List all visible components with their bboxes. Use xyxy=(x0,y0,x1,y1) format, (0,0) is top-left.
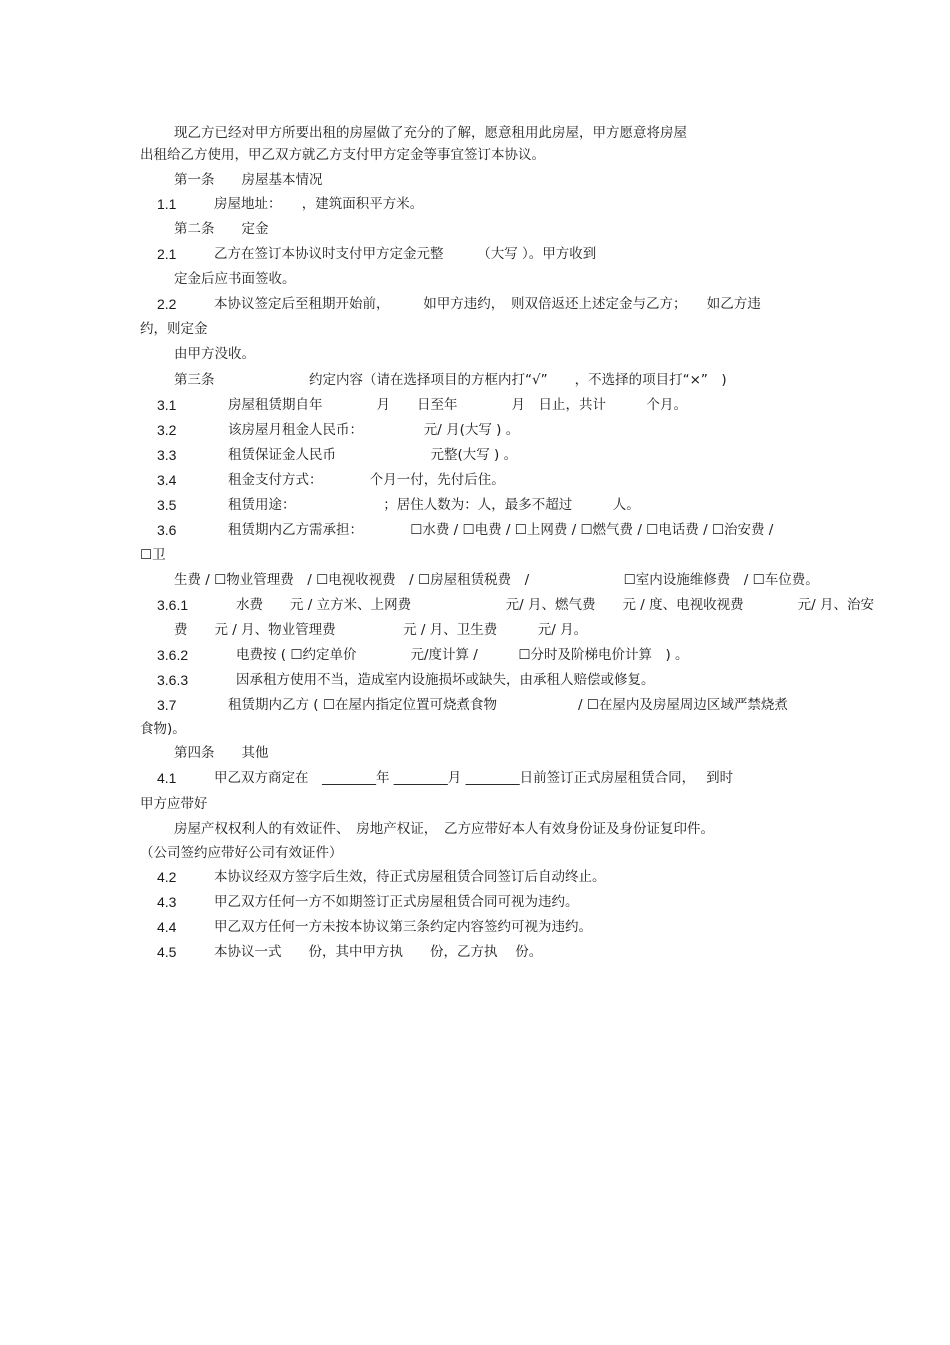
clause-3-7-continuation: 食物)。 xyxy=(140,721,186,737)
clause-3-7-text: 租赁期内乙方 ( ☐在屋内指定位置可烧煮食物 / ☐在屋内及房屋周边区域严禁烧煮 xyxy=(228,697,788,713)
article-2-heading: 第二条 定金 xyxy=(174,221,269,237)
clause-3-6-continuation-2: 生费 / ☐物业管理费 / ☐电视收视费 / ☐房屋租赁税费 / ☐室内设施维修费 / ☐车位费。 xyxy=(174,572,819,588)
clause-number: 3.7 xyxy=(157,697,177,713)
clause-number: 3.3 xyxy=(157,447,177,463)
clause-number: 3.1 xyxy=(157,397,177,413)
clause-2-2-continuation-1: 约，则定金 xyxy=(140,321,208,337)
clause-3-4-text: 租金支付方式： 个月一付，先付后住。 xyxy=(228,472,505,488)
clause-2-1-text: 乙方在签订本协议时支付甲方定金元整 （大写 ）。甲方收到 xyxy=(214,246,597,262)
clause-1-1-text: 房屋地址： ，建筑面积平方米。 xyxy=(214,196,424,212)
clause-number: 3.2 xyxy=(157,422,177,438)
clause-2-2-continuation-2: 由甲方没收。 xyxy=(174,346,255,362)
clause-3-6-3-text: 因承租方使用不当，造成室内设施损坏或缺失，由承租人赔偿或修复。 xyxy=(236,672,655,688)
clause-number: 4.1 xyxy=(157,770,177,786)
clause-3-6-1-text: 水费 元 / 立方米、上网费 元/ 月、燃气费 元 / 度、电视收视费 元/ 月、治安 xyxy=(236,597,874,613)
clause-number: 2.1 xyxy=(157,246,177,262)
clause-number: 3.6.3 xyxy=(157,672,189,688)
clause-number: 3.6.1 xyxy=(157,597,189,613)
clause-4-3-text: 甲乙双方任何一方不如期签订正式房屋租赁合同可视为违约。 xyxy=(214,894,579,910)
clause-4-1-text: 甲乙双方商定在 ________年 ________月 ________日前签订正式房屋租赁合同， 到时 xyxy=(214,770,734,786)
clause-3-6-2-text: 电费按 ( ☐约定单价 元/度计算 / ☐分时及阶梯电价计算 ) 。 xyxy=(236,647,689,663)
clause-3-6-1-continuation: 费 元 / 月、物业管理费 元 / 月、卫生费 元/ 月。 xyxy=(174,622,588,638)
clause-3-1-text: 房屋租赁期自年 月 日至年 月 日止，共计 个月。 xyxy=(228,397,687,413)
clause-number: 4.2 xyxy=(157,869,177,885)
clause-4-1-continuation-3: （公司签约应带好公司有效证件） xyxy=(140,845,343,861)
clause-3-2-text: 该房屋月租金人民币： 元/ 月(大写 ) 。 xyxy=(228,422,520,438)
clause-4-4-text: 甲乙双方任何一方未按本协议第三条约定内容签约可视为违约。 xyxy=(214,919,592,935)
clause-number: 4.5 xyxy=(157,944,177,960)
clause-number: 2.2 xyxy=(157,296,177,312)
clause-4-5-text: 本协议一式 份，其中甲方执 份，乙方执 份。 xyxy=(214,944,543,960)
clause-3-6-text: 租赁期内乙方需承担： ☐水费 / ☐电费 / ☐上网费 / ☐燃气费 / ☐电话费 / ☐治安费 / xyxy=(228,522,774,538)
clause-2-1-continuation: 定金后应书面签收。 xyxy=(174,271,296,287)
article-4-heading: 第四条 其他 xyxy=(174,745,269,761)
intro-line-2: 出租给乙方使用，甲乙双方就乙方支付甲方定金等事宜签订本协议。 xyxy=(140,147,545,163)
clause-number: 1.1 xyxy=(157,196,177,212)
clause-number: 3.6 xyxy=(157,522,177,538)
clause-number: 3.6.2 xyxy=(157,647,189,663)
article-3-heading: 第三条 约定内容（请在选择项目的方框内打“√” ，不选择的项目打“×” ) xyxy=(174,372,727,388)
clause-number: 3.5 xyxy=(157,497,177,513)
intro-line-1: 现乙方已经对甲方所要出租的房屋做了充分的了解，愿意租用此房屋，甲方愿意将房屋 xyxy=(174,125,687,141)
clause-4-2-text: 本协议经双方签字后生效，待正式房屋租赁合同签订后自动终止。 xyxy=(214,869,606,885)
clause-number: 3.4 xyxy=(157,472,177,488)
clause-number: 4.3 xyxy=(157,894,177,910)
clause-4-1-continuation-1: 甲方应带好 xyxy=(140,796,208,812)
clause-3-5-text: 租赁用途： ；居住人数为：人，最多不超过 人。 xyxy=(228,497,640,513)
clause-number: 4.4 xyxy=(157,919,177,935)
clause-3-6-continuation-1: ☐卫 xyxy=(140,547,166,563)
article-1-heading: 第一条 房屋基本情况 xyxy=(174,172,323,188)
clause-4-1-continuation-2: 房屋产权权利人的有效证件、 房地产权证， 乙方应带好本人有效身份证及身份证复印件。 xyxy=(174,821,714,837)
clause-2-2-text: 本协议签定后至租期开始前， 如甲方违约， 则双倍返还上述定金与乙方； 如乙方违 xyxy=(214,296,761,312)
clause-3-3-text: 租赁保证金人民币 元整(大写 ) 。 xyxy=(228,447,518,463)
